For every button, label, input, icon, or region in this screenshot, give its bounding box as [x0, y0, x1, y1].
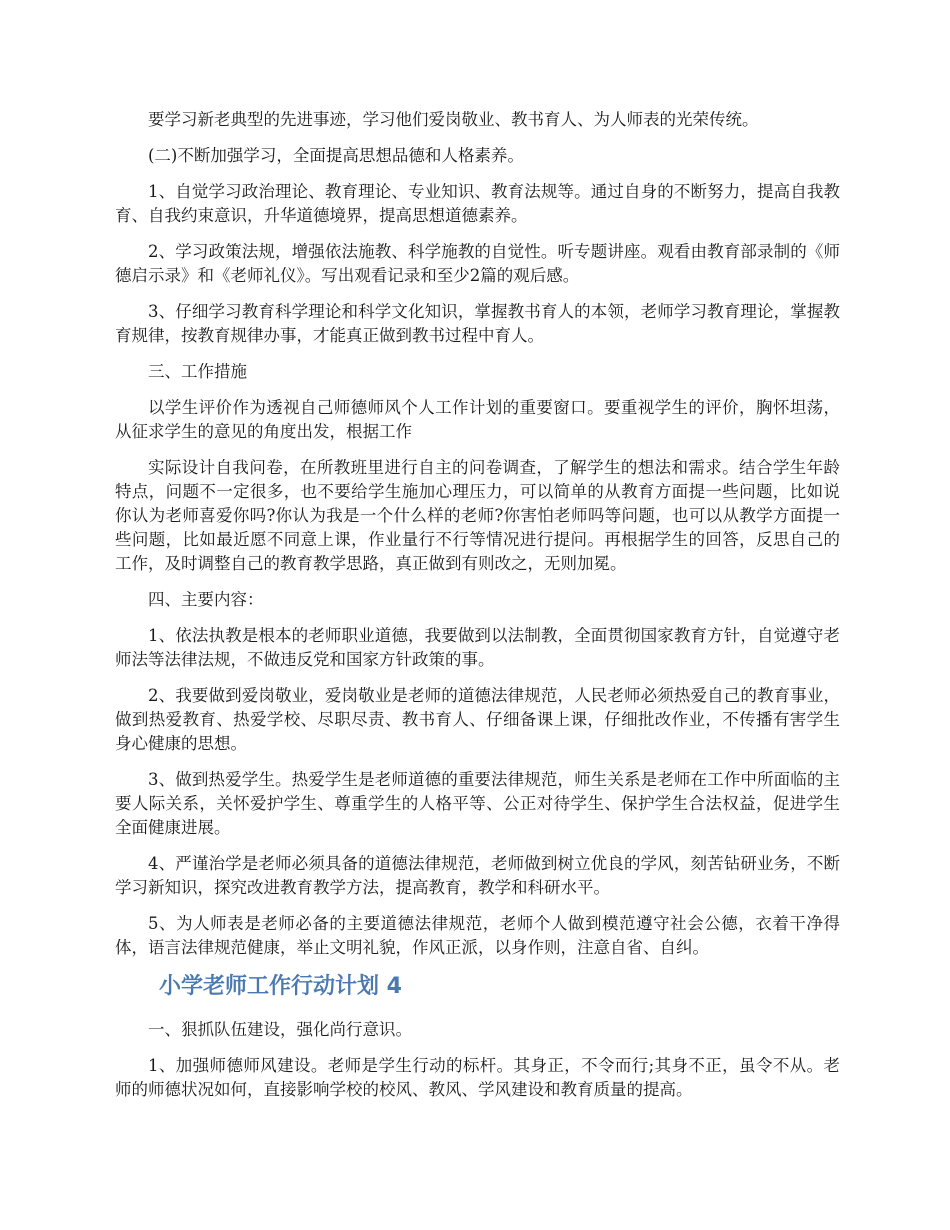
paragraph-content-5-role-model: 5、为人师表是老师必备的主要道德法律规范，老师个人做到模范遵守社会公德，衣着干净得体，语言法律规范健康，举止文明礼貌，作风正派，以身作则，注意自省、自纠。 — [115, 914, 840, 957]
section-heading-main-content: 四、主要内容： — [148, 590, 264, 609]
paragraph-item-2-policy: 2、学习政策法规，增强依法施教、科学施教的自觉性。听专题讲座。观看由教育部录制的《师德启示录》和《老师礼仪》。写出观看记录和至少2篇的观后感。 — [115, 242, 840, 285]
paragraph-content-1-law: 1、依法执教是根本的老师职业道德，我要做到以法制教，全面贯彻国家教育方针，自觉遵守老师法等法律法规，不做违反党和国家方针政策的事。 — [115, 626, 840, 669]
paragraph-content-2-dedication: 2、我要做到爱岗敬业，爱岗敬业是老师的道德法律规范，人民老师必须热爱自己的教育事业，做到热爱教育、热爱学校、尽职尽责、教书育人、仔细备课上课，仔细批改作业，不传播有害学生身心健康的思想。 — [115, 686, 840, 753]
section-heading-measures: 三、工作措施 — [148, 362, 247, 381]
paragraph-ethics-building: 1、加强师德师风建设。老师是学生行动的标杆。其身正，不令而行;其身不正，虽令不从。老师的师德状况如何，直接影响学校的校风、教风、学风建设和教育质量的提高。 — [115, 1056, 840, 1099]
paragraph-content-4-rigorous: 4、严谨治学是老师必须具备的道德法律规范，老师做到树立优良的学风，刻苦钻研业务，不断学习新知识，探究改进教育教学方法，提高教育，教学和科研水平。 — [115, 854, 840, 897]
document-page — [115, 108, 840, 1114]
paragraph-questionnaire: 实际设计自我问卷，在所教班里进行自主的问卷调查，了解学生的想法和需求。结合学生年龄特点，问题不一定很多，也不要给学生施加心理压力，可以简单的从教育方面提一些问题，比如说你认为老师喜爱你吗?你认为我是一个什么样的老师?你害怕老师吗等问题，也可以从教学方面提一些问题，比如最近愿不同意上课，作业量行不行等情况进行提问。再根据学生的回答，反思自己的工作，及时调整自己的教育教学思路，真正做到有则改之，无则加冕。 — [115, 458, 840, 573]
paragraph-student-evaluation: 以学生评价作为透视自己师德师风个人工作计划的重要窗口。要重视学生的评价，胸怀坦荡，从征求学生的意见的角度出发，根据工作 — [115, 398, 840, 441]
paragraph-intro: 要学习新老典型的先进事迹，学习他们爱岗敬业、教书育人、为人师表的光荣传统。 — [148, 110, 759, 129]
paragraph-item-3-science: 3、仔细学习教育科学理论和科学文化知识，掌握教书育人的本领，老师学习教育理论，掌握教育规律，按教育规律办事，才能真正做到教书过程中育人。 — [115, 302, 840, 345]
paragraph-item-1-theory: 1、自觉学习政治理论、教育理论、专业知识、教育法规等。通过自身的不断努力，提高自我教育、自我约束意识，升华道德境界，提高思想道德素养。 — [115, 182, 840, 225]
section-title: 小学老师工作行动计划 4 — [159, 974, 402, 999]
paragraph-team-building: 一、狠抓队伍建设，强化尚行意识。 — [148, 1020, 412, 1039]
paragraph-subheading-study: (二)不断加强学习，全面提高思想品德和人格素养。 — [148, 146, 524, 165]
paragraph-content-3-love-students: 3、做到热爱学生。热爱学生是老师道德的重要法律规范，师生关系是老师在工作中所面临的主要人际关系，关怀爱护学生、尊重学生的人格平等、公正对待学生、保护学生合法权益，促进学生全面健康进展。 — [115, 770, 840, 837]
